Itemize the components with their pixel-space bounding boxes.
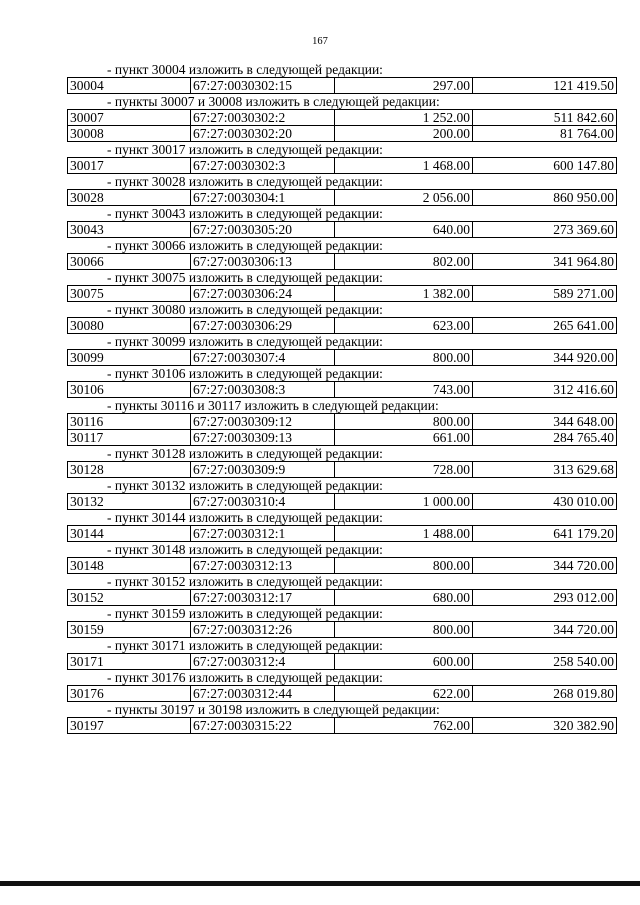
amendment-section: [67, 542, 617, 574]
cadastral-number-cell: 67:27:0030307:4: [190, 349, 334, 366]
amendment-section: [67, 702, 617, 734]
amendment-heading: - пункты 30197 и 30198 изложить в следующей редакции:: [107, 702, 440, 717]
document-body: [67, 62, 617, 734]
table-row: [67, 126, 617, 142]
value-cell: 265 641.00: [472, 317, 617, 334]
area-cell: 1 252.00: [334, 109, 472, 126]
area-cell: 680.00: [334, 589, 472, 606]
table-row: [67, 525, 617, 542]
area-cell: 800.00: [334, 557, 472, 574]
area-cell: 1 000.00: [334, 493, 472, 510]
amendment-heading: - пункт 30080 изложить в следующей редакции:: [107, 302, 383, 317]
item-number-cell: 30008: [67, 126, 190, 142]
cadastral-number-cell: 67:27:0030309:13: [190, 430, 334, 446]
bottom-rule: [0, 881, 640, 886]
amendment-section: [67, 270, 617, 302]
table-row: [67, 653, 617, 670]
amendment-section: [67, 638, 617, 670]
value-cell: 511 842.60: [472, 109, 617, 126]
value-cell: 600 147.80: [472, 157, 617, 174]
page-number: 167: [312, 36, 328, 47]
cadastral-number-cell: 67:27:0030306:24: [190, 285, 334, 302]
item-number-cell: 30116: [67, 413, 190, 430]
area-cell: 2 056.00: [334, 189, 472, 206]
amendment-section: [67, 478, 617, 510]
cadastral-number-cell: 67:27:0030302:3: [190, 157, 334, 174]
table-row: [67, 317, 617, 334]
value-cell: 860 950.00: [472, 189, 617, 206]
amendment-section: [67, 334, 617, 366]
amendment-section: [67, 446, 617, 478]
item-number-cell: 30144: [67, 525, 190, 542]
amendment-heading: - пункт 30176 изложить в следующей редакции:: [107, 670, 383, 685]
cadastral-number-cell: 67:27:0030312:17: [190, 589, 334, 606]
cadastral-number-cell: 67:27:0030312:1: [190, 525, 334, 542]
amendment-section: [67, 94, 617, 142]
area-cell: 800.00: [334, 413, 472, 430]
value-cell: 320 382.90: [472, 717, 617, 734]
item-number-cell: 30043: [67, 221, 190, 238]
item-number-cell: 30106: [67, 381, 190, 398]
amendment-heading: - пункт 30017 изложить в следующей редакции:: [107, 142, 383, 157]
cadastral-number-cell: 67:27:0030306:13: [190, 253, 334, 270]
cadastral-number-cell: 67:27:0030312:4: [190, 653, 334, 670]
area-cell: 800.00: [334, 349, 472, 366]
amendment-heading: - пункт 30171 изложить в следующей редакции:: [107, 638, 383, 653]
table-row: [67, 221, 617, 238]
item-number-cell: 30004: [67, 77, 190, 94]
table-row: [67, 109, 617, 126]
area-cell: 728.00: [334, 461, 472, 478]
value-cell: 293 012.00: [472, 589, 617, 606]
value-cell: 258 540.00: [472, 653, 617, 670]
amendment-section: [67, 62, 617, 94]
table-row: [67, 717, 617, 734]
cadastral-number-cell: 67:27:0030306:29: [190, 317, 334, 334]
table-row: [67, 349, 617, 366]
value-cell: 344 720.00: [472, 557, 617, 574]
value-cell: 268 019.80: [472, 685, 617, 702]
item-number-cell: 30152: [67, 589, 190, 606]
item-number-cell: 30028: [67, 189, 190, 206]
item-number-cell: 30007: [67, 109, 190, 126]
item-number-cell: 30148: [67, 557, 190, 574]
area-cell: 1 488.00: [334, 525, 472, 542]
area-cell: 600.00: [334, 653, 472, 670]
cadastral-number-cell: 67:27:0030308:3: [190, 381, 334, 398]
amendment-section: [67, 142, 617, 174]
area-cell: 743.00: [334, 381, 472, 398]
amendment-heading: - пункты 30007 и 30008 изложить в следующей редакции:: [107, 94, 440, 109]
value-cell: 313 629.68: [472, 461, 617, 478]
amendment-heading: - пункт 30099 изложить в следующей редакции:: [107, 334, 383, 349]
table-row: [67, 685, 617, 702]
amendment-section: [67, 206, 617, 238]
value-cell: 344 720.00: [472, 621, 617, 638]
table-row: [67, 461, 617, 478]
table-row: [67, 430, 617, 446]
value-cell: 81 764.00: [472, 126, 617, 142]
item-number-cell: 30066: [67, 253, 190, 270]
area-cell: 802.00: [334, 253, 472, 270]
table-row: [67, 589, 617, 606]
amendment-heading: - пункт 30028 изложить в следующей редакции:: [107, 174, 383, 189]
item-number-cell: 30159: [67, 621, 190, 638]
item-number-cell: 30075: [67, 285, 190, 302]
item-number-cell: 30080: [67, 317, 190, 334]
value-cell: 589 271.00: [472, 285, 617, 302]
amendment-section: [67, 574, 617, 606]
table-row: [67, 189, 617, 206]
table-row: [67, 621, 617, 638]
item-number-cell: 30128: [67, 461, 190, 478]
table-row: [67, 493, 617, 510]
value-cell: 430 010.00: [472, 493, 617, 510]
item-number-cell: 30117: [67, 430, 190, 446]
cadastral-number-cell: 67:27:0030309:12: [190, 413, 334, 430]
item-number-cell: 30132: [67, 493, 190, 510]
value-cell: 641 179.20: [472, 525, 617, 542]
amendment-heading: - пункт 30075 изложить в следующей редакции:: [107, 270, 383, 285]
cadastral-number-cell: 67:27:0030302:20: [190, 126, 334, 142]
cadastral-number-cell: 67:27:0030305:20: [190, 221, 334, 238]
cadastral-number-cell: 67:27:0030312:26: [190, 621, 334, 638]
amendment-section: [67, 510, 617, 542]
amendment-section: [67, 302, 617, 334]
amendment-section: [67, 606, 617, 638]
item-number-cell: 30171: [67, 653, 190, 670]
cadastral-number-cell: 67:27:0030309:9: [190, 461, 334, 478]
amendment-heading: - пункты 30116 и 30117 изложить в следующей редакции:: [107, 398, 439, 413]
item-number-cell: 30176: [67, 685, 190, 702]
area-cell: 800.00: [334, 621, 472, 638]
table-row: [67, 413, 617, 430]
table-row: [67, 557, 617, 574]
area-cell: 640.00: [334, 221, 472, 238]
amendment-section: [67, 238, 617, 270]
value-cell: 273 369.60: [472, 221, 617, 238]
amendment-heading: - пункт 30066 изложить в следующей редакции:: [107, 238, 383, 253]
amendment-section: [67, 398, 617, 446]
value-cell: 341 964.80: [472, 253, 617, 270]
area-cell: 762.00: [334, 717, 472, 734]
amendment-heading: - пункт 30106 изложить в следующей редакции:: [107, 366, 383, 381]
area-cell: 1 382.00: [334, 285, 472, 302]
value-cell: 284 765.40: [472, 430, 617, 446]
table-row: [67, 77, 617, 94]
item-number-cell: 30197: [67, 717, 190, 734]
cadastral-number-cell: 67:27:0030312:13: [190, 557, 334, 574]
amendment-heading: - пункт 30004 изложить в следующей редакции:: [107, 62, 383, 77]
value-cell: 344 920.00: [472, 349, 617, 366]
cadastral-number-cell: 67:27:0030302:15: [190, 77, 334, 94]
amendment-section: [67, 670, 617, 702]
area-cell: 200.00: [334, 126, 472, 142]
area-cell: 297.00: [334, 77, 472, 94]
amendment-heading: - пункт 30128 изложить в следующей редакции:: [107, 446, 383, 461]
table-row: [67, 157, 617, 174]
amendment-section: [67, 366, 617, 398]
table-row: [67, 285, 617, 302]
amendment-section: [67, 174, 617, 206]
value-cell: 121 419.50: [472, 77, 617, 94]
value-cell: 312 416.60: [472, 381, 617, 398]
area-cell: 622.00: [334, 685, 472, 702]
table-row: [67, 381, 617, 398]
area-cell: 623.00: [334, 317, 472, 334]
cadastral-number-cell: 67:27:0030310:4: [190, 493, 334, 510]
area-cell: 1 468.00: [334, 157, 472, 174]
amendment-heading: - пункт 30148 изложить в следующей редакции:: [107, 542, 383, 557]
cadastral-number-cell: 67:27:0030302:2: [190, 109, 334, 126]
cadastral-number-cell: 67:27:0030312:44: [190, 685, 334, 702]
table-row: [67, 253, 617, 270]
value-cell: 344 648.00: [472, 413, 617, 430]
area-cell: 661.00: [334, 430, 472, 446]
amendment-heading: - пункт 30152 изложить в следующей редакции:: [107, 574, 383, 589]
amendment-heading: - пункт 30159 изложить в следующей редакции:: [107, 606, 383, 621]
item-number-cell: 30017: [67, 157, 190, 174]
amendment-heading: - пункт 30043 изложить в следующей редакции:: [107, 206, 383, 221]
cadastral-number-cell: 67:27:0030315:22: [190, 717, 334, 734]
amendment-heading: - пункт 30132 изложить в следующей редакции:: [107, 478, 383, 493]
item-number-cell: 30099: [67, 349, 190, 366]
amendment-heading: - пункт 30144 изложить в следующей редакции:: [107, 510, 383, 525]
cadastral-number-cell: 67:27:0030304:1: [190, 189, 334, 206]
